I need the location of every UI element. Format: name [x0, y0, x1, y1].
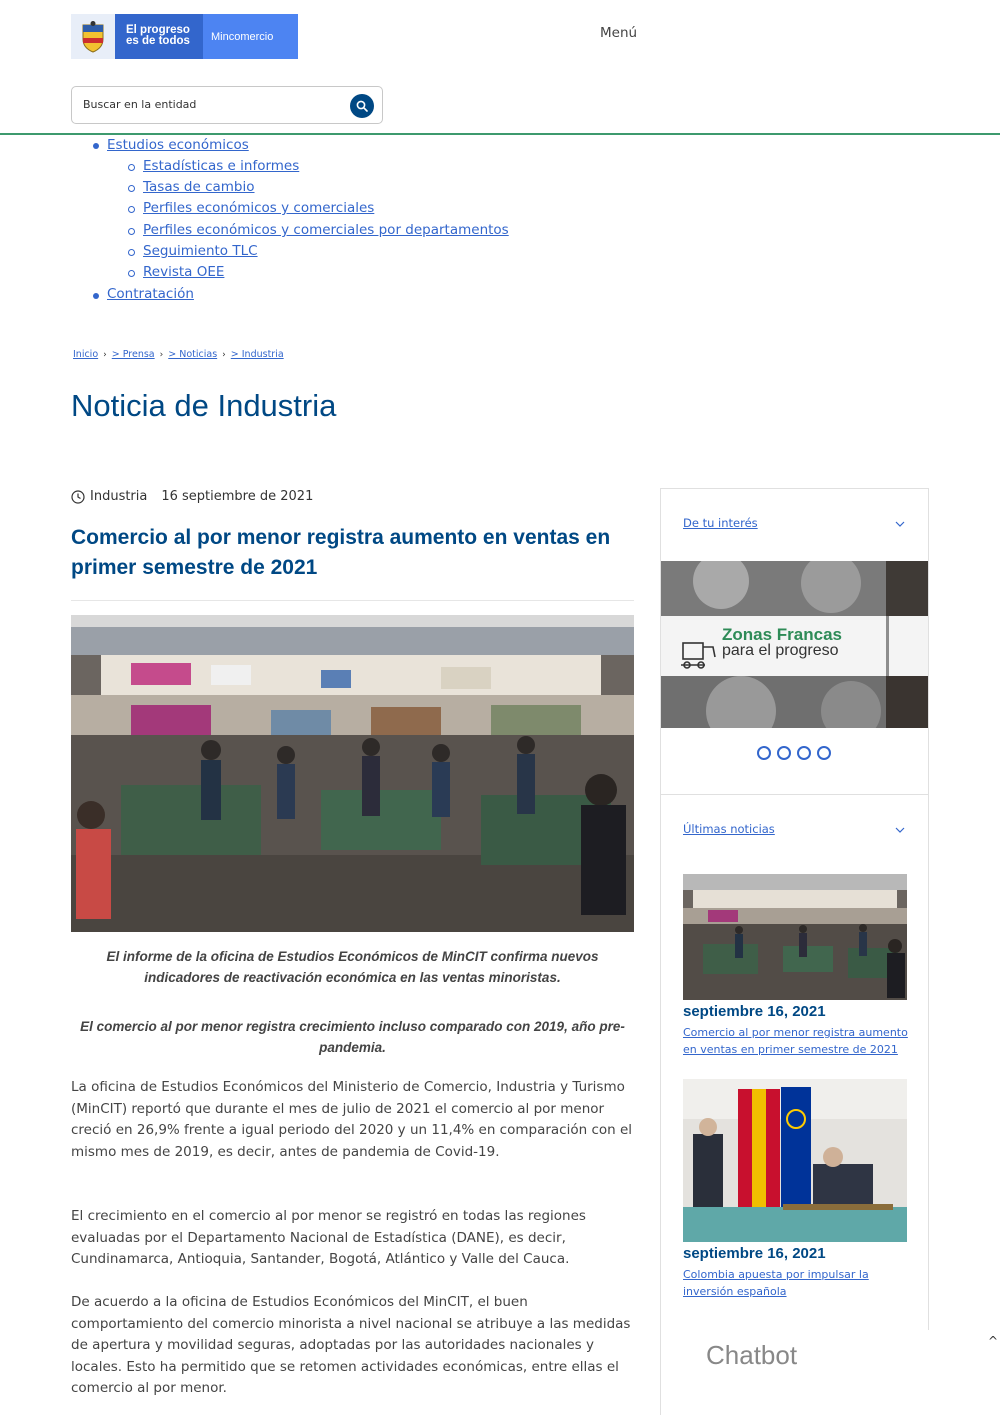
nav-item-estadisticas[interactable]: Estadísticas e informes — [143, 158, 300, 174]
bullet-circle-icon — [128, 249, 135, 256]
news-link[interactable]: Colombia apuesta por impulsar la inversión española — [683, 1268, 869, 1298]
article-image — [71, 615, 634, 932]
news-date: septiembre 16, 2021 — [683, 1003, 826, 1020]
divider — [71, 600, 634, 601]
search-box[interactable] — [71, 86, 383, 124]
chatbot-widget[interactable] — [690, 1330, 1000, 1415]
news-link[interactable]: Comercio al por menor registra aumento en ventas en primer semestre de 2021 — [683, 1026, 908, 1056]
zonas-francas-banner[interactable] — [661, 561, 928, 728]
divider — [661, 794, 928, 795]
bullet-circle-icon — [128, 164, 135, 171]
carousel-dot-2[interactable] — [777, 746, 791, 760]
article-lead: El comercio al por menor registra crecimiento incluso comparado con 2019, año pre-pandemia. — [80, 1019, 625, 1055]
interest-heading[interactable]: De tu interés — [683, 516, 758, 530]
chevron-down-icon[interactable] — [894, 518, 906, 530]
logo-slogan: El progreso es de todos — [115, 14, 203, 59]
bullet-circle-icon — [128, 228, 135, 235]
bullet-icon — [93, 293, 99, 299]
search-icon — [356, 100, 368, 112]
banner-subtitle: para el progreso — [722, 642, 839, 659]
banner-title: Zonas Francas — [722, 625, 842, 644]
news-heading[interactable]: Últimas noticias — [683, 822, 775, 836]
article-date: 16 septiembre de 2021 — [161, 489, 314, 504]
news-date: septiembre 16, 2021 — [683, 1245, 826, 1262]
article-paragraph: De acuerdo a la oficina de Estudios Económicos del MinCIT, el buen comportamiento del comercio minorista a nivel nacional se atribuye a las medidas de apertura y movilidad seguras, adoptadas por las autoridades nacionales y locales. Esto ha permitido que se retomen actividades económicas, entre ellas el comercio al por menor. — [71, 1294, 631, 1396]
nav-item-seguimiento[interactable]: Seguimiento TLC — [143, 243, 258, 259]
article-paragraph: La oficina de Estudios Económicos del Ministerio de Comercio, Industria y Turismo (MinCIT) reportó que durante el mes de julio de 2021 el comercio al por menor creció en 26,9% frente a igual periodo del 2020 y un 11,4% en comparación con el mismo mes de 2019, es decir, antes de pandemia de Covid-19. — [71, 1079, 633, 1160]
chevron-down-icon[interactable] — [894, 824, 906, 836]
carousel-dots — [757, 746, 831, 760]
image-caption: El informe de la oficina de Estudios Económicos de MinCIT confirma nuevos indicadores de reactivación económica en las ventas minoristas. — [106, 949, 599, 985]
page-title: Noticia de Industria — [71, 388, 337, 423]
carousel-dot-3[interactable] — [797, 746, 811, 760]
logo-ministry: Mincomercio — [203, 14, 298, 59]
site-logo[interactable] — [71, 14, 298, 59]
bullet-circle-icon — [128, 185, 135, 192]
bullet-circle-icon — [128, 206, 135, 213]
breadcrumb — [73, 349, 284, 360]
menu-button[interactable]: Menú — [600, 25, 638, 41]
carousel-dot-1[interactable] — [757, 746, 771, 760]
article-title: Comercio al por menor registra aumento en ventas en primer semestre de 2021 — [71, 526, 611, 579]
clock-icon — [71, 490, 85, 504]
nav-item-perfiles[interactable]: Perfiles económicos y comerciales — [143, 200, 375, 216]
search-input[interactable]: Buscar en la entidad — [83, 98, 197, 111]
site-header — [0, 0, 1000, 135]
article-category: Industria — [90, 489, 148, 504]
nav-item-estudios[interactable]: Estudios económicos — [107, 137, 249, 153]
carousel-dot-4[interactable] — [817, 746, 831, 760]
nav-item-tasas[interactable]: Tasas de cambio — [143, 179, 255, 195]
sidebar — [660, 488, 929, 1415]
article-paragraph: El crecimiento en el comercio al por menor se registró en todas las regiones evaluadas por el Departamento Nacional de Estadística (DANE), es decir, Cundinamarca, Antioquia, Santander, Bogotá, Atlántico y Valle del Cauca. — [71, 1208, 586, 1267]
search-button[interactable] — [350, 94, 374, 118]
coat-of-arms-icon — [71, 14, 115, 59]
news-thumbnail[interactable] — [683, 874, 907, 1000]
breadcrumb-separator-icon: › — [159, 349, 164, 360]
nav-item-perfiles-departamentos[interactable]: Perfiles económicos y comerciales por departamentos — [143, 222, 509, 238]
breadcrumb-separator-icon: › — [103, 349, 107, 360]
chevron-up-icon[interactable]: ^ — [987, 1334, 998, 1348]
breadcrumb-noticias[interactable]: > Noticias — [168, 349, 218, 360]
breadcrumb-separator-icon: › — [222, 349, 226, 360]
news-thumbnail[interactable] — [683, 1079, 907, 1242]
breadcrumb-industria[interactable]: > Industria — [230, 349, 284, 360]
article-meta — [71, 489, 313, 504]
nav-item-revista[interactable]: Revista OEE — [143, 264, 225, 280]
bullet-circle-icon — [128, 270, 135, 277]
chatbot-label[interactable]: Chatbot — [706, 1340, 798, 1370]
nav-item-contratacion[interactable]: Contratación — [107, 286, 194, 302]
bullet-icon — [93, 143, 99, 149]
breadcrumb-prensa[interactable]: > Prensa — [111, 349, 155, 360]
breadcrumb-inicio[interactable]: Inicio — [73, 349, 99, 360]
